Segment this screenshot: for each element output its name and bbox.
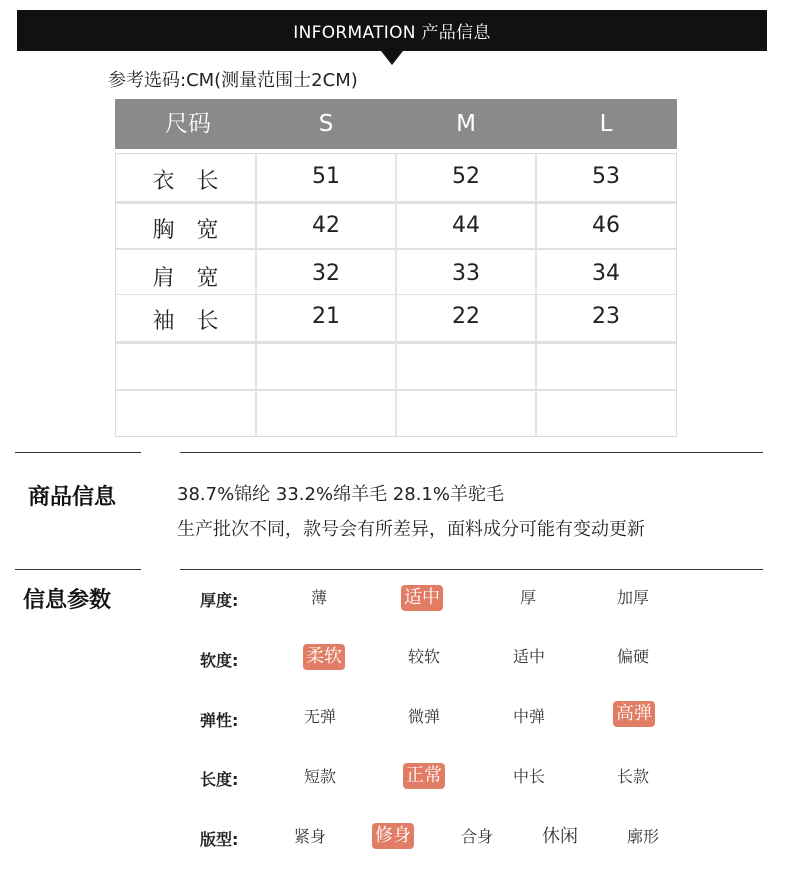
param-label-fit: 版型:	[200, 830, 239, 849]
cell-chest-m: 44	[452, 213, 480, 238]
option-normal-selected: 正常	[392, 763, 456, 789]
size-table-body	[115, 153, 677, 437]
banner-title: INFORMATION 产品信息	[293, 23, 491, 43]
option-oversized: 廓形	[626, 827, 659, 846]
option-long: 长款	[616, 767, 649, 786]
header-size-m: M	[456, 111, 476, 137]
col-divider	[255, 154, 257, 436]
cell-sleeve-s: 21	[312, 304, 340, 329]
col-divider	[535, 154, 537, 436]
batch-note-text: 生产批次不同，款号会有所差异，面料成分可能有变动更新	[177, 519, 645, 540]
banner-notch	[381, 51, 403, 65]
header-size-s: S	[318, 111, 334, 137]
option-medium-stretch: 中弹	[512, 707, 545, 726]
row-label-shoulder: 肩 宽	[152, 266, 219, 291]
option-thick: 厚	[519, 588, 536, 607]
section-divider-left	[15, 452, 141, 453]
param-label-softness: 软度:	[200, 651, 239, 670]
option-regular: 合身	[460, 827, 493, 846]
header-size-l: L	[599, 111, 613, 137]
cell-shoulder-m: 33	[452, 261, 480, 286]
row-label-chest: 胸 宽	[152, 218, 219, 243]
option-mid-length: 中长	[512, 767, 545, 786]
param-label-length: 长度:	[200, 770, 239, 789]
option-medium-selected: 适中	[390, 585, 454, 611]
option-short: 短款	[303, 767, 336, 786]
cell-sleeve-l: 23	[592, 304, 620, 329]
composition-text: 38.7%锦纶 33.2%绵羊毛 28.1%羊驼毛	[177, 484, 504, 505]
section-divider-right	[180, 569, 763, 570]
cell-shoulder-l: 34	[592, 261, 620, 286]
cell-length-l: 53	[592, 164, 620, 189]
row-label-sleeve: 袖 长	[152, 309, 219, 334]
product-info-title: 商品信息	[28, 485, 117, 510]
option-high-stretch-selected: 高弹	[602, 701, 666, 727]
option-fairly-soft: 较软	[407, 647, 440, 666]
cell-length-m: 52	[452, 164, 480, 189]
header-size-label: 尺码	[165, 111, 211, 137]
param-label-elasticity: 弹性:	[200, 711, 239, 730]
section-divider-left	[15, 569, 141, 570]
col-divider	[395, 154, 397, 436]
cell-chest-l: 46	[592, 213, 620, 238]
cell-length-s: 51	[312, 164, 340, 189]
option-casual: 休闲	[542, 826, 578, 847]
option-slim-selected: 修身	[361, 823, 425, 849]
cell-sleeve-m: 22	[452, 304, 480, 329]
cell-chest-s: 42	[312, 213, 340, 238]
option-slight-stretch: 微弹	[407, 707, 440, 726]
option-soft-selected: 柔软	[292, 644, 356, 670]
option-no-stretch: 无弹	[303, 707, 336, 726]
option-stiff: 偏硬	[616, 647, 649, 666]
params-title: 信息参数	[23, 588, 112, 613]
option-thin: 薄	[310, 588, 327, 607]
option-tight: 紧身	[293, 827, 326, 846]
row-label-length: 衣 长	[152, 169, 219, 194]
cell-shoulder-s: 32	[312, 261, 340, 286]
size-reference-note: 参考选码:CM(测量范围士2CM)	[108, 70, 358, 91]
info-banner	[17, 10, 767, 51]
size-table-header	[115, 99, 677, 149]
section-divider-right	[180, 452, 763, 453]
size-table	[115, 99, 677, 438]
param-label-thickness: 厚度:	[200, 591, 239, 610]
option-moderate: 适中	[512, 647, 545, 666]
option-extra-thick: 加厚	[616, 588, 649, 607]
